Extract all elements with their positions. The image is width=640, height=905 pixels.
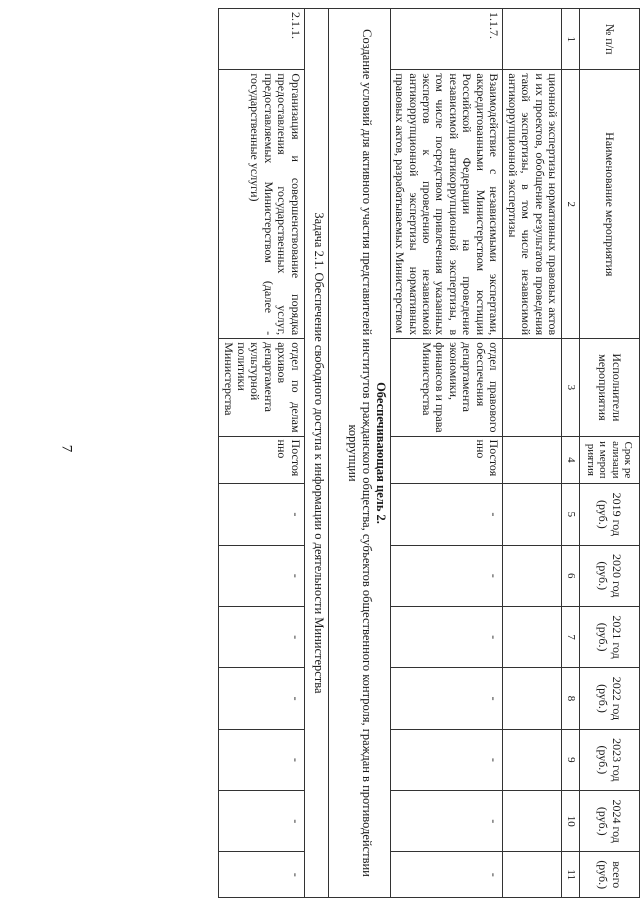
header-2020: 2020 год (руб.) <box>580 545 640 606</box>
term <box>503 436 562 484</box>
header-executors: Исполнители мероприятия <box>580 339 640 436</box>
header-term: Срок реализации мероприятия <box>580 436 640 484</box>
col-number: 6 <box>562 545 580 606</box>
goal-title: Обеспечивающая цель 2. <box>373 382 388 524</box>
value-2021 <box>503 606 562 667</box>
value-2024: - <box>390 791 503 852</box>
header-2023: 2023 год (руб.) <box>580 729 640 790</box>
header-2019: 2019 год (руб.) <box>580 484 640 545</box>
executors: отдел по делам архивов департамента культурной политики Министерства <box>219 339 305 436</box>
header-2022: 2022 год (руб.) <box>580 668 640 729</box>
col-number: 3 <box>562 339 580 436</box>
rotated-table-container <box>80 8 640 898</box>
header-2024: 2024 год (руб.) <box>580 791 640 852</box>
value-2023: - <box>390 729 503 790</box>
value-2021: - <box>219 606 305 667</box>
measures-table <box>218 8 640 898</box>
col-number: 8 <box>562 668 580 729</box>
value-2020: - <box>390 545 503 606</box>
value-2022: - <box>390 668 503 729</box>
executors: отдел правового обеспечения департамента экономики, финансов и права Министерства <box>390 339 503 436</box>
value-2024 <box>503 791 562 852</box>
header-row <box>580 9 640 898</box>
value-2019: - <box>219 484 305 545</box>
col-number: 10 <box>562 791 580 852</box>
col-number: 4 <box>562 436 580 484</box>
measure-name: Организация и совершенствование порядка предоставления государственных услуг, предоставляемых Министерством (далее - государственные услуги) <box>219 70 305 339</box>
value-2019: - <box>390 484 503 545</box>
col-number: 11 <box>562 852 580 898</box>
term: Постоянно <box>219 436 305 484</box>
table-row <box>219 9 305 898</box>
value-2019 <box>503 484 562 545</box>
header-total: всего (руб.) <box>580 852 640 898</box>
value-total <box>503 852 562 898</box>
goal-row <box>328 9 390 898</box>
measure-name: ционной экспертизы нормативных правовых актов и их проектов, обобщение результатов проведения такой экспертизы, в том числе независимой антикоррупционной экспертизы <box>503 70 562 339</box>
value-2020: - <box>219 545 305 606</box>
task-title: Задача 2.1. Обеспечение свободного доступа к информации о деятельности Министерства <box>304 9 328 898</box>
table-row <box>503 9 562 898</box>
value-2022: - <box>219 668 305 729</box>
value-2020 <box>503 545 562 606</box>
row-no <box>503 9 562 70</box>
measure-name: Взаимодействие с независимыми экспертами, аккредитованными Министерством юстиции Российской Федерации на проведение независимой антикоррупционной экспертизы, в том числе посредством привлечения указанных экспертов к проведению независимой антикоррупционной экспертизы нормативных правовых актов, разрабатываемых Министерством <box>390 70 503 339</box>
term: Постоянно <box>390 436 503 484</box>
executors <box>503 339 562 436</box>
col-number: 1 <box>562 9 580 70</box>
value-2023: - <box>219 729 305 790</box>
value-2024: - <box>219 791 305 852</box>
column-number-row <box>562 9 580 898</box>
goal-text: Создание условий для активного участия представителей институтов гражданского общества, субъектов общественного контроля, граждан в противодействии коррупции <box>345 29 374 877</box>
col-number: 2 <box>562 70 580 339</box>
task-row <box>304 9 328 898</box>
value-2022 <box>503 668 562 729</box>
value-2021: - <box>390 606 503 667</box>
value-total: - <box>390 852 503 898</box>
col-number: 9 <box>562 729 580 790</box>
header-name: Наименование мероприятия <box>580 70 640 339</box>
col-number: 5 <box>562 484 580 545</box>
table-row <box>390 9 503 898</box>
value-2023 <box>503 729 562 790</box>
goal-cell <box>328 9 390 898</box>
value-total: - <box>219 852 305 898</box>
row-no: 2.1.1. <box>219 9 305 70</box>
header-no: № п/п <box>580 9 640 70</box>
page-number: 7 <box>58 444 75 453</box>
col-number: 7 <box>562 606 580 667</box>
header-2021: 2021 год (руб.) <box>580 606 640 667</box>
row-no: 1.1.7. <box>390 9 503 70</box>
